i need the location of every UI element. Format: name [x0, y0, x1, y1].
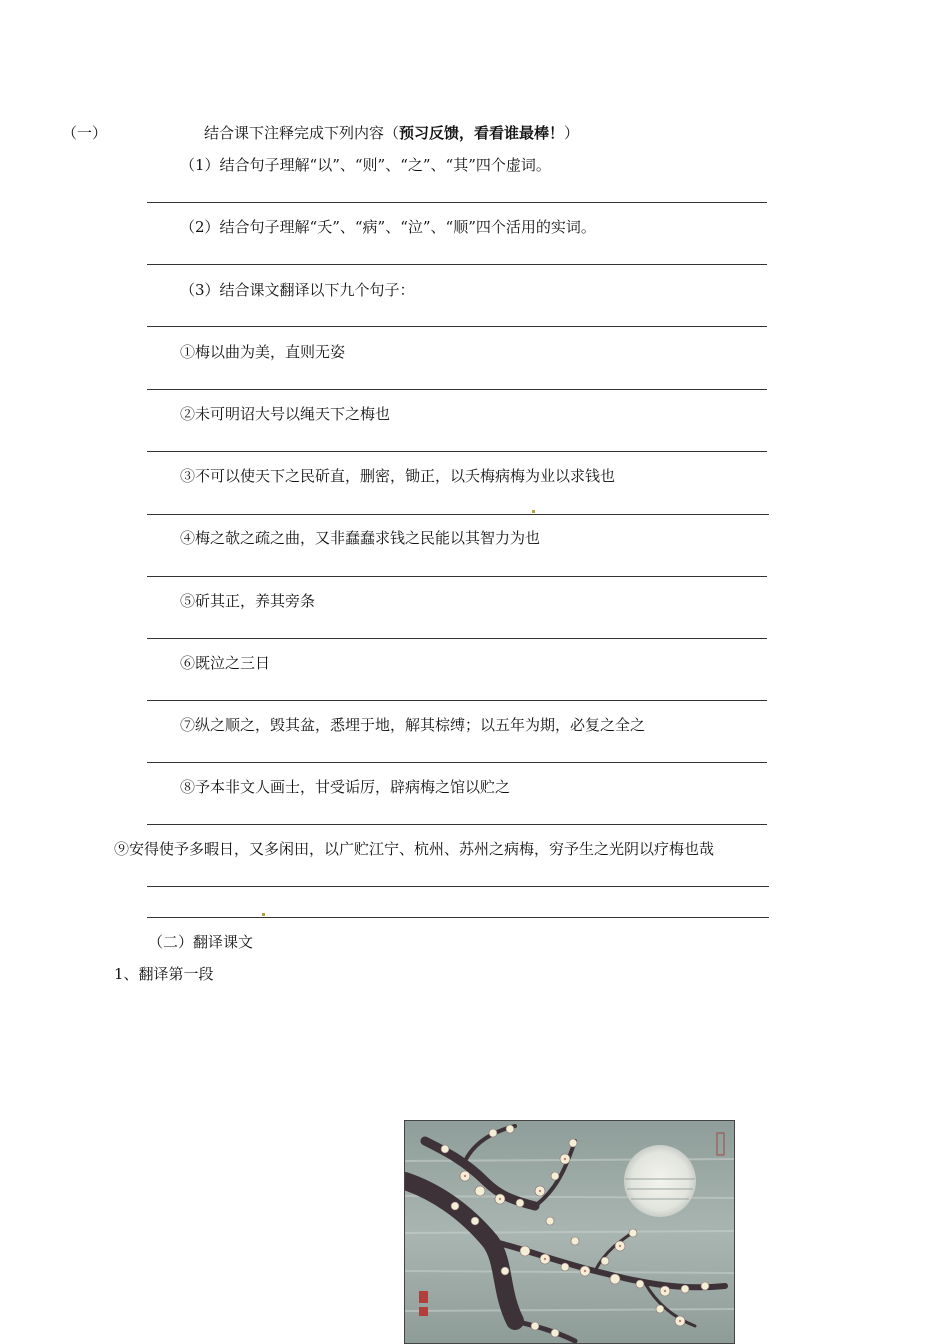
section1-heading	[204, 123, 579, 143]
task-2: （2）结合句子理解“夭”、“病”、“泣”、“顺”四个活用的实词。	[180, 218, 596, 236]
speck	[262, 913, 265, 916]
sentence-1: ①梅以曲为美，直则无姿	[180, 343, 346, 361]
sentence-2: ②未可明诏大号以绳天下之梅也	[180, 405, 391, 423]
answer-line[interactable]	[147, 264, 767, 265]
answer-line[interactable]	[147, 389, 767, 390]
section2-item-1: 1、翻译第一段	[114, 965, 214, 983]
answer-line[interactable]	[147, 326, 767, 327]
sentence-7: ⑦纵之顺之，毁其盆，悉埋于地，解其棕缚；以五年为期，必复之全之	[180, 716, 646, 734]
heading-text: 结合课下注释完成下列内容（	[204, 124, 400, 142]
answer-line[interactable]	[147, 762, 767, 763]
task-3: （3）结合课文翻译以下九个句子：	[180, 281, 415, 299]
answer-line[interactable]	[147, 700, 767, 701]
sentence-6: ⑥既泣之三日	[180, 654, 271, 672]
answer-line[interactable]	[147, 886, 769, 887]
heading-bold-text: 预习反馈，看看谁最棒！	[399, 124, 565, 142]
answer-line[interactable]	[147, 202, 767, 203]
task-1: （1）结合句子理解“以”、“则”、“之”、“其”四个虚词。	[180, 156, 551, 174]
section2-label: （二）翻译课文	[148, 933, 254, 951]
sentence-5: ⑤斫其正，养其旁条	[180, 592, 316, 610]
sentence-4: ④梅之欹之疏之曲，又非蠢蠢求钱之民能以其智力为也	[180, 529, 541, 547]
answer-line[interactable]	[147, 514, 769, 515]
heading-close: ）	[564, 124, 580, 142]
section1-label: （一）	[62, 124, 108, 142]
answer-line[interactable]	[147, 824, 767, 825]
speck	[532, 510, 535, 513]
plum-blossom-painting	[404, 1120, 735, 1344]
sentence-3: ③不可以使天下之民斫直，删密，锄正，以夭梅病梅为业以求钱也	[180, 467, 616, 485]
answer-line[interactable]	[147, 638, 767, 639]
sentence-8: ⑧予本非文人画士，甘受诟厉，辟病梅之馆以贮之	[180, 778, 511, 796]
sentence-9: ⑨安得使予多暇日，又多闲田，以广贮江宁、杭州、苏州之病梅，穷予生之光阴以疗梅也哉	[114, 840, 715, 858]
answer-line[interactable]	[147, 917, 769, 918]
answer-line[interactable]	[147, 576, 767, 577]
answer-line[interactable]	[147, 451, 767, 452]
